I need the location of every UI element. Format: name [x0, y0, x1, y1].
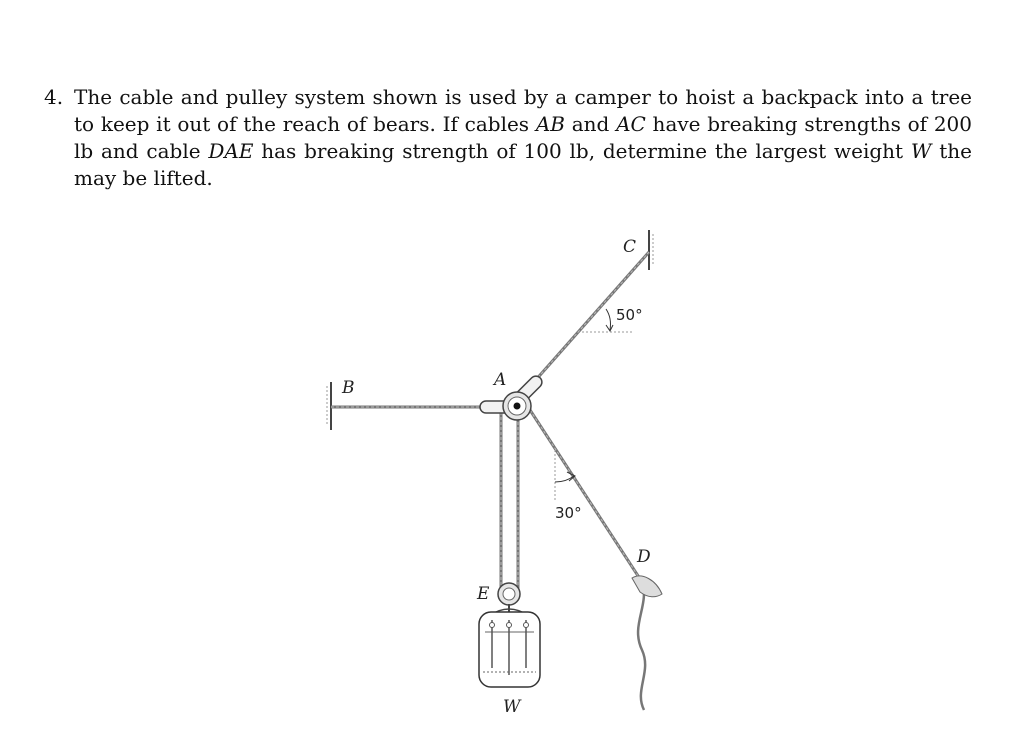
- cable-ae: [501, 412, 518, 592]
- label-w: W: [503, 697, 521, 717]
- var-ac: AC: [616, 112, 646, 136]
- var-ab: AB: [535, 112, 565, 136]
- cable-ad: [530, 410, 642, 582]
- var-dae: DAE: [208, 139, 254, 163]
- angle-label-30: 30°: [555, 504, 582, 522]
- pulley-a: [480, 374, 544, 420]
- label-e: E: [477, 584, 490, 604]
- var-w: W: [910, 139, 932, 163]
- backpack: [479, 609, 540, 687]
- rope-d: [632, 576, 662, 710]
- label-b: B: [342, 378, 355, 398]
- pulley-e: [498, 583, 520, 612]
- problem-number: 4.: [44, 85, 64, 109]
- support-c: [649, 230, 653, 270]
- problem-text: The cable and pulley system shown is used by a camper to hoist a backpack into a tree to keep it out of the reach of bears. If cables AB and AC have breaking strengths of 200 lb and cable DAE has breaking strength of 100 lb, determine the largest weight W the may be lifted.: [74, 85, 972, 190]
- angle-label-50: 50°: [616, 306, 643, 324]
- wall-support-b: [327, 382, 331, 430]
- label-d: D: [637, 547, 651, 567]
- label-c: C: [623, 237, 637, 257]
- label-a: A: [494, 370, 507, 390]
- angle-marker-30: [555, 450, 575, 500]
